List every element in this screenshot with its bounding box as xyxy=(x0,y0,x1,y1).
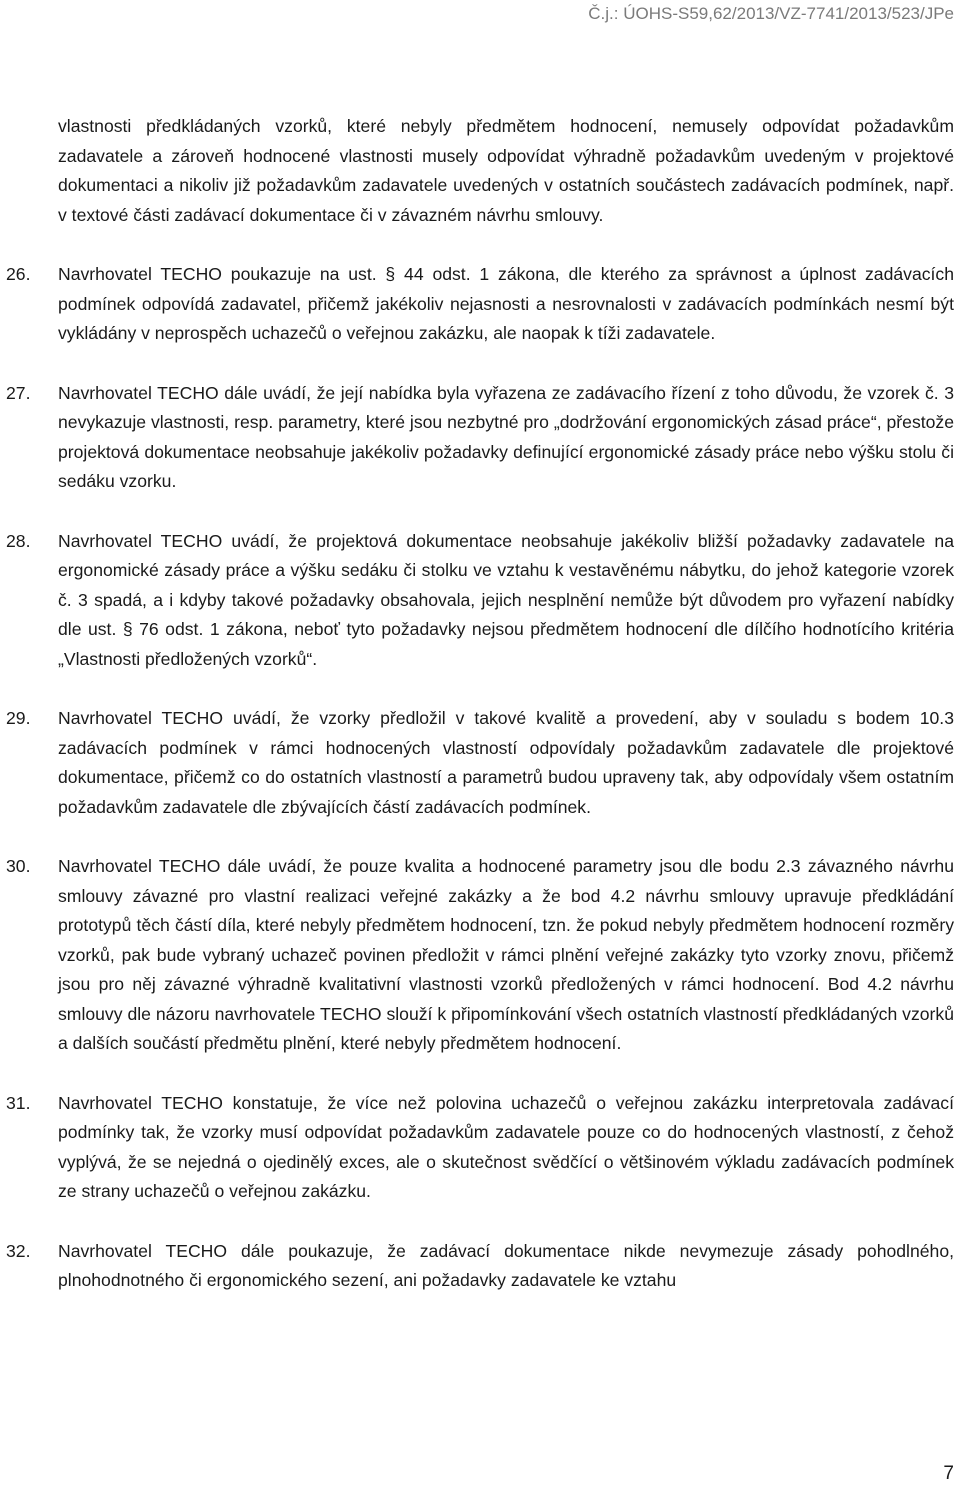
paragraph-27 xyxy=(0,379,954,497)
paragraph-30 xyxy=(0,852,954,1059)
paragraph-28 xyxy=(0,527,954,675)
paragraph-number: 28. xyxy=(6,530,31,551)
paragraph-31 xyxy=(0,1089,954,1207)
continuation-paragraph: vlastnosti předkládaných vzorků, které nebyly předmětem hodnocení, nemusely odpovídat požadavkům zadavatele a zároveň hodnocené vlastnosti musely odpovídat výhradně požadavkům uvedeným v projektové dokumentaci a nikoliv již požadavkům zadavatele uvedených v ostatních součástech zadávacích podmínek, např. v textové části zadávací dokumentace či v závazném návrhu smlouvy. xyxy=(58,116,954,225)
paragraph-number: 32. xyxy=(6,1240,31,1261)
page-number: 7 xyxy=(943,1463,954,1484)
paragraph-26 xyxy=(0,260,954,349)
paragraph-number: 29. xyxy=(6,708,31,728)
paragraph-text: Navrhovatel TECHO uvádí, že vzorky předložil v takové kvalitě a provedení, aby v souladu s bodem 10.3 zadávacích podmínek v rámci hodnocených vlastností odpovídaly požadavkům zadavatele dle projektové dokumentace, přičemž co do ostatních vlastností a parametrů budou upraveny tak, aby odpovídaly všem ostatním požadavkům zadavatele dle zbývajících částí zadávacích podmínek. xyxy=(58,708,954,817)
paragraph-number: 31. xyxy=(6,1092,31,1113)
paragraph-text: Navrhovatel TECHO uvádí, že projektová dokumentace neobsahuje jakékoliv bližší požadavky zadavatele na ergonomické zásady práce a výšku sedáku či stolku ve vztahu k vestavěnému nábytku, do jehož kategorie vzorek č. 3 spadá, a i kdyby takové požadavky obsahovala, jejich nesplnění nemůže být důvodem pro vyřazení nabídky dle ust. § 76 odst. 1 zákona, neboť tyto požadavky nejsou předmětem hodnocení dle dílčího hodnotícího kritéria „Vlastnosti předložených vzorků“. xyxy=(58,530,954,669)
paragraph-text: Navrhovatel TECHO poukazuje na ust. § 44 odst. 1 zákona, dle kterého za správnost a úplnost zadávacích podmínek odpovídá zadavatel, přičemž jakékoliv nejasnosti a nesrovnalosti v zadávacích podmínkách nesmí být vykládány v neprospěch uchazečů o veřejnou zakázku, ale naopak k tíži zadavatele. xyxy=(58,264,954,343)
paragraph-text: Navrhovatel TECHO dále uvádí, že pouze kvalita a hodnocené parametry jsou dle bodu 2.3 závazného návrhu smlouvy závazné pro vlastní realizaci veřejné zakázky a že bod 4.2 návrhu smlouvy upravuje předkládání prototypů těch částí díla, které nebyly předmětem hodnocení, tzn. že pokud nebyly předmětem hodnocení rozměry vzorků, pak bude vybraný uchazeč povinen předložit v rámci plnění veřejné zakázky tyto vzorky znovu, přičemž jsou pro něj závazné výhradně kvalitativní vlastnosti vzorků předložených v rámci hodnocení. Bod 4.2 návrhu smlouvy dle názoru navrhovatele TECHO slouží k připomínkování všech ostatních vlastností předkládaných vzorků a dalších součástí předmětu plnění, které nebyly předmětem hodnocení. xyxy=(58,856,954,1053)
paragraph-number: 27. xyxy=(6,382,31,403)
paragraph-text: Navrhovatel TECHO dále uvádí, že její nabídka byla vyřazena ze zadávacího řízení z toho důvodu, že vzorek č. 3 nevykazuje vlastnosti, resp. parametry, které jsou nezbytné pro „dodržování ergonomických zásad práce“, přestože projektová dokumentace neobsahuje jakékoliv požadavky definující ergonomické zásady práce nebo výšku stolu či sedáku vzorku. xyxy=(58,382,954,491)
document-reference-number: Č.j.: ÚOHS-S59,62/2013/VZ-7741/2013/523/JPe xyxy=(588,4,954,23)
paragraph-29 xyxy=(0,704,954,822)
paragraph-number: 30. xyxy=(6,856,31,876)
document-body xyxy=(0,112,960,1296)
paragraph-text: Navrhovatel TECHO konstatuje, že více než polovina uchazečů o veřejnou zakázku interpretovala zadávací podmínky tak, že vzorky musí odpovídat požadavkům zadavatele pouze co do hodnocených vlastností, z čehož vyplývá, že se nejedná o ojedinělý exces, ale o skutečnost svědčící o většinovém výkladu zadávacích podmínek ze strany uchazečů o veřejnou zakázku. xyxy=(58,1092,954,1201)
paragraph-32 xyxy=(0,1237,954,1296)
paragraph-number: 26. xyxy=(6,264,31,284)
paragraph-text: Navrhovatel TECHO dále poukazuje, že zadávací dokumentace nikde nevymezuje zásady pohodlného, plnohodnotného či ergonomického sezení, ani požadavky zadavatele ke vztahu xyxy=(58,1240,954,1290)
